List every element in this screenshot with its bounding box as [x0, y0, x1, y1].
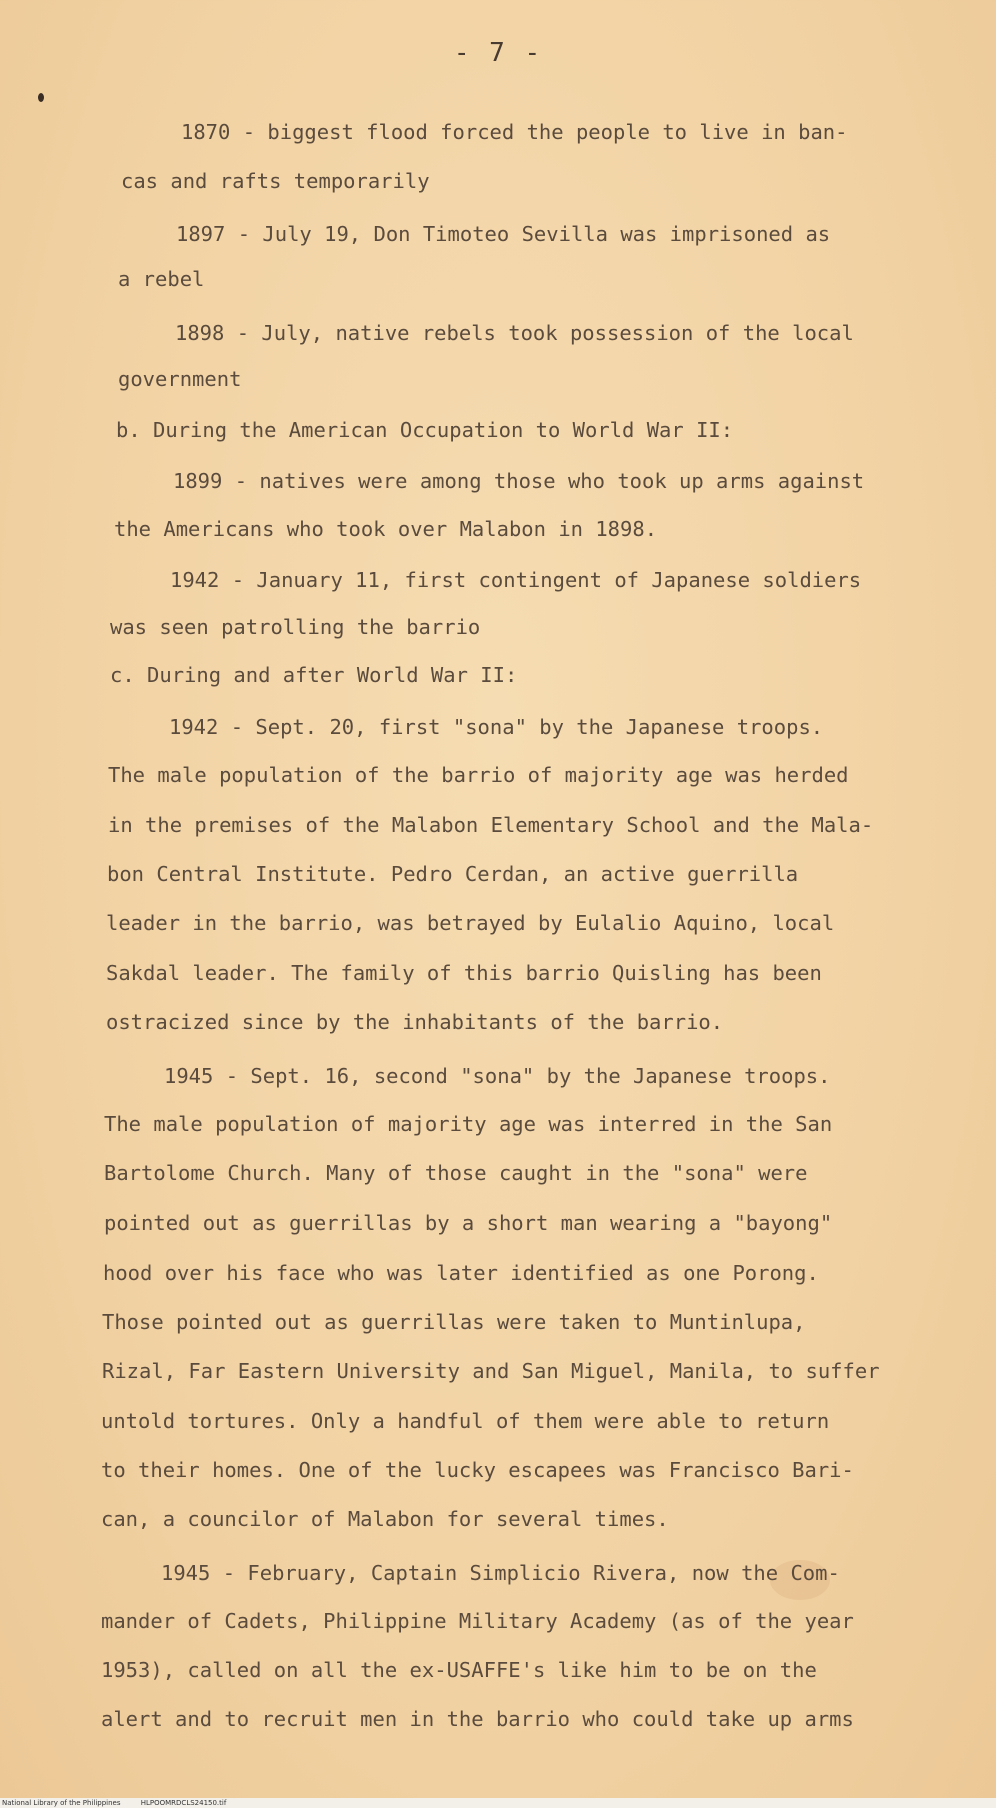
ink-dot — [38, 93, 44, 102]
text-line: 1942 - January 11, first contingent of Japanese soldiers — [170, 568, 862, 592]
text-line: The male population of majority age was interred in the San — [104, 1112, 833, 1136]
text-line: to their homes. One of the lucky escapees was Francisco Bari- — [101, 1458, 854, 1482]
text-line: the Americans who took over Malabon in 1898. — [114, 517, 658, 541]
text-line: in the premises of the Malabon Elementary School and the Mala- — [108, 813, 874, 837]
text-line: pointed out as guerrillas by a short man wearing a "bayong" — [104, 1211, 833, 1235]
text-line: a rebel — [118, 267, 205, 291]
text-line: The male population of the barrio of majority age was herded — [108, 763, 849, 787]
text-line: Sakdal leader. The family of this barrio Quisling has been — [106, 961, 822, 985]
text-line: alert and to recruit men in the barrio who could take up arms — [101, 1707, 854, 1731]
section-heading: c. During and after World War II: — [110, 663, 518, 687]
page-number: - 7 - — [453, 38, 543, 68]
footer-file-id: HLPOOMRDCLS24150.tif — [140, 1799, 227, 1807]
footer-library: National Library of the Philippines — [2, 1799, 121, 1807]
text-line: government — [118, 367, 242, 391]
scan-footer — [0, 1798, 996, 1808]
text-line: cas and rafts temporarily — [121, 169, 430, 193]
text-line: untold tortures. Only a handful of them were able to return — [101, 1409, 830, 1433]
text-line: was seen patrolling the barrio — [110, 615, 481, 639]
text-line: ostracized since by the inhabitants of the barrio. — [106, 1010, 724, 1034]
text-line: mander of Cadets, Philippine Military Academy (as of the year — [101, 1609, 854, 1633]
text-line: Rizal, Far Eastern University and San Miguel, Manila, to suffer — [102, 1359, 880, 1383]
text-line: 1945 - February, Captain Simplicio Rivera, now the Com- — [161, 1561, 840, 1585]
text-line: 1870 - biggest flood forced the people to live in ban- — [181, 120, 848, 144]
text-line: can, a councilor of Malabon for several times. — [101, 1507, 669, 1531]
text-line: Bartolome Church. Many of those caught in the "sona" were — [104, 1161, 808, 1185]
text-line: bon Central Institute. Pedro Cerdan, an active guerrilla — [107, 862, 799, 886]
section-heading: b. During the American Occupation to World War II: — [116, 418, 734, 442]
text-line: 1898 - July, native rebels took possession of the local — [175, 321, 854, 345]
text-line: leader in the barrio, was betrayed by Eulalio Aquino, local — [106, 911, 835, 935]
text-line: 1953), called on all the ex-USAFFE's like him to be on the — [101, 1658, 817, 1682]
text-line: 1899 - natives were among those who took up arms against — [173, 469, 865, 493]
text-line: 1945 - Sept. 16, second "sona" by the Japanese troops. — [164, 1064, 831, 1088]
text-line: 1897 - July 19, Don Timoteo Sevilla was imprisoned as — [176, 222, 831, 246]
text-line: 1942 - Sept. 20, first "sona" by the Japanese troops. — [169, 715, 824, 739]
text-line: Those pointed out as guerrillas were taken to Muntinlupa, — [102, 1310, 806, 1334]
text-line: hood over his face who was later identified as one Porong. — [103, 1261, 819, 1285]
